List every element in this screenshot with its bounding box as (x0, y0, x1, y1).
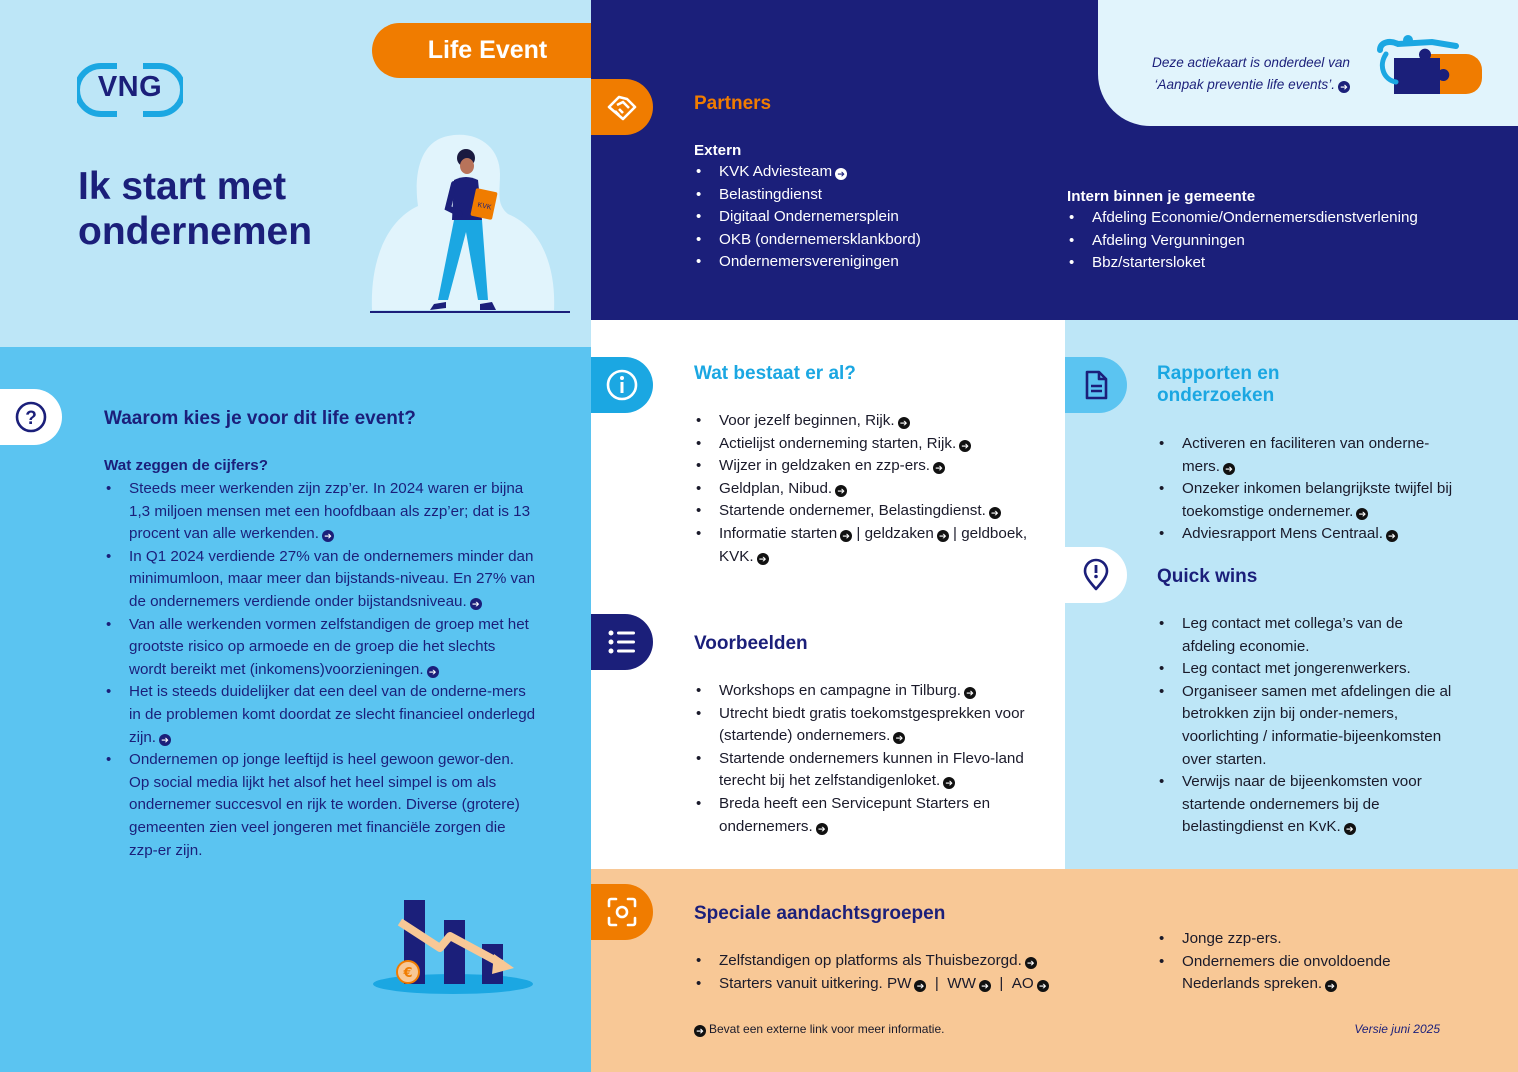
waarom-item[interactable]: • Het is steeds duidelijker dat een deel van de onderne-mers in de problemen komt doordat ze slecht financieel onderlegd zijn. ➔ (104, 681, 536, 749)
external-link-icon: ➔ (979, 980, 991, 992)
intern-item: • Afdeling Vergunningen (1067, 230, 1418, 253)
speciale-item[interactable]: • Zelfstandigen op platforms als Thuisbezorgd. ➔ (694, 950, 1114, 973)
external-link-icon: ➔ (1037, 980, 1049, 992)
waarom-item[interactable]: • In Q1 2024 verdiende 27% van de ondernemers minder dan minimumloon, maar meer dan bijstands-niveau. En 27% van de ondernemers verdiende onder bijstandsniveau. ➔ (104, 546, 536, 614)
list-icon (605, 625, 639, 659)
declining-chart-illustration (370, 896, 536, 996)
bestaat-item[interactable]: • Voor jezelf beginnen, Rijk. ➔ (694, 410, 1034, 433)
rapporten-item[interactable]: • Onzeker inkomen belangrijkste twijfel bij toekomstige ondernemer. ➔ (1157, 478, 1457, 523)
intern-list (1067, 207, 1418, 275)
voorbeelden-item[interactable]: • Utrecht biedt gratis toekomstgesprekken voor (startende) ondernemers. ➔ (694, 703, 1034, 748)
external-link-icon: ➔ (1344, 823, 1356, 835)
external-link-icon: ➔ (835, 168, 847, 180)
rapporten-item[interactable]: • Activeren en faciliteren van onderne-mers. ➔ (1157, 433, 1457, 478)
vng-logo (77, 62, 183, 118)
partners-intern (1067, 186, 1418, 275)
external-link-icon: ➔ (1386, 530, 1398, 542)
version-label: Versie juni 2025 (1354, 1022, 1440, 1036)
external-link-icon: ➔ (757, 553, 769, 565)
extern-item: • Belastingdienst (694, 184, 921, 207)
external-link-icon: ➔ (943, 777, 955, 789)
handshake-icon (605, 90, 639, 124)
actiekaart-note (1110, 52, 1350, 96)
voorbeelden-tab (591, 614, 653, 670)
bestaat-item[interactable]: • Wijzer in geldzaken en zzp-ers. ➔ (694, 455, 1034, 478)
speciale-tab (591, 884, 653, 940)
bestaat-heading: Wat bestaat er al? (694, 363, 856, 384)
vng-logo-text: VNG (97, 71, 163, 103)
external-link-icon: ➔ (898, 417, 910, 429)
woman-illustration (366, 128, 572, 316)
speciale-item[interactable]: • Ondernemers die onvoldoende Nederlands spreken. ➔ (1157, 951, 1457, 996)
actiekaart-link[interactable] (1110, 74, 1350, 96)
voorbeelden-item[interactable]: • Startende ondernemers kunnen in Flevo-land terecht bij het zelfstandigenloket. ➔ (694, 748, 1034, 793)
voorbeelden-heading: Voorbeelden (694, 633, 808, 654)
quickwins-item: • Organiseer samen met afdelingen die al betrokken zijn bij onder-nemers, voorlichting / informatie-bijeenkomsten over starten. (1157, 681, 1457, 771)
rapporten-list (1157, 433, 1457, 546)
speciale-heading: Speciale aandachtsgroepen (694, 903, 946, 924)
intern-title: Intern binnen je gemeente (1067, 188, 1256, 205)
partners-heading: Partners (694, 93, 772, 114)
intern-item: • Afdeling Economie/Ondernemersdienstverlening (1067, 207, 1418, 230)
extern-list (694, 161, 921, 274)
external-link-icon: ➔ (470, 598, 482, 610)
extern-title: Extern (694, 142, 742, 159)
external-link-icon: ➔ (964, 687, 976, 699)
rapporten-tab (1065, 357, 1127, 413)
external-link-icon: ➔ (959, 440, 971, 452)
extern-item[interactable]: • KVK Adviesteam ➔ (694, 161, 921, 184)
speciale-list (694, 950, 1114, 995)
quickwins-item: • Leg contact met collega’s van de afdeling economie. (1157, 613, 1457, 658)
rapporten-item[interactable]: • Adviesrapport Mens Centraal. ➔ (1157, 523, 1457, 546)
speciale-item[interactable]: • Starters vanuit uitkering. PW ➔ | WW ➔ | AO ➔ (694, 973, 1114, 996)
bestaat-item[interactable]: • Informatie starten ➔ | geldzaken ➔ | geldboek, KVK. ➔ (694, 523, 1034, 568)
bestaat-list (694, 410, 1034, 568)
footer-note: ➔ Bevat een externe link voor meer informatie. (694, 1021, 944, 1037)
external-link-icon: ➔ (427, 666, 439, 678)
waarom-item[interactable]: • Steeds meer werkenden zijn zzp’er. In 2024 waren er bijna 1,3 miljoen mensen met een hoofdbaan als zzp’er; dat is 13 procent van alle werkenden. ➔ (104, 478, 536, 546)
voorbeelden-item[interactable]: • Breda heeft een Servicepunt Starters en ondernemers. ➔ (694, 793, 1034, 838)
rapporten-heading-line1: Rapporten en (1157, 363, 1280, 384)
quickwins-list (1157, 613, 1457, 839)
page-title-line1: Ik start met (78, 165, 287, 208)
waarom-subheading: Wat zeggen de cijfers? (104, 457, 268, 474)
external-link-icon: ➔ (1223, 463, 1235, 475)
extern-item: • Digitaal Ondernemersplein (694, 206, 921, 229)
extern-item: • OKB (ondernemersklankbord) (694, 229, 921, 252)
speciale-right-list (1157, 928, 1457, 996)
partners-tab (591, 79, 653, 135)
focus-icon (605, 895, 639, 929)
external-link-icon: ➔ (1325, 980, 1337, 992)
external-link-icon: ➔ (1338, 81, 1350, 93)
external-link-icon: ➔ (893, 732, 905, 744)
svg-text:?: ? (25, 408, 37, 429)
actiekaart-line2: ‘Aanpak preventie life events’. (1154, 77, 1335, 92)
quickwins-heading: Quick wins (1157, 566, 1258, 587)
quickwins-tab (1065, 547, 1127, 603)
puzzle-illustration (1372, 32, 1488, 100)
extern-item: • Ondernemersverenigingen (694, 251, 921, 274)
page-title (78, 164, 312, 254)
info-icon (605, 368, 639, 402)
rapporten-heading-line2: onderzoeken (1157, 385, 1275, 406)
document-icon (1079, 368, 1113, 402)
page-title-line2: ondernemen (78, 210, 313, 253)
external-link-icon: ➔ (1025, 957, 1037, 969)
external-link-icon: ➔ (914, 980, 926, 992)
waarom-item[interactable]: • Van alle werkenden vormen zelfstandigen de groep met het grootste risico op armoede en de groep die het slechts wordt bereikt met (inkomens)voorzieningen. ➔ (104, 614, 536, 682)
external-link-icon: ➔ (816, 823, 828, 835)
external-link-icon: ➔ (937, 530, 949, 542)
svg-text:€: € (403, 966, 413, 981)
book-label: KVK (476, 201, 493, 212)
life-event-label: Life Event (427, 36, 548, 64)
external-link-icon: ➔ (835, 485, 847, 497)
actiekaart-line1: Deze actiekaart is onderdeel van (1152, 55, 1350, 70)
waarom-heading: Waarom kies je voor dit life event? (104, 408, 416, 429)
external-link-icon: ➔ (933, 462, 945, 474)
waarom-item: • Ondernemen op jonge leeftijd is heel gewoon gewor-den. Op social media lijkt het alsof het heel simpel is om als ondernemer succesvol en rijk te worden. Diverse (grotere) gemeenten zien veel jongeren met financiële zorgen die zzp-er zijn. (104, 749, 536, 862)
map-pin-icon (1079, 558, 1113, 592)
external-link-icon: ➔ (1356, 508, 1368, 520)
voorbeelden-item[interactable]: • Workshops en campagne in Tilburg. ➔ (694, 680, 1034, 703)
external-link-icon: ➔ (159, 734, 171, 746)
rapporten-heading (1157, 363, 1279, 407)
voorbeelden-list (694, 680, 1034, 838)
bestaat-item[interactable]: • Geldplan, Nibud. ➔ (694, 478, 1034, 501)
external-link-icon: ➔ (694, 1025, 706, 1037)
waarom-tab (0, 389, 62, 445)
bestaat-item[interactable]: • Actielijst onderneming starten, Rijk. ➔ (694, 433, 1034, 456)
external-link-icon: ➔ (840, 530, 852, 542)
bestaat-item[interactable]: • Startende ondernemer, Belastingdienst. ➔ (694, 500, 1034, 523)
speciale-item: • Jonge zzp-ers. (1157, 928, 1457, 951)
quickwins-item: • Leg contact met jongerenwerkers. (1157, 658, 1457, 681)
partners-extern (694, 140, 921, 274)
bestaat-tab (591, 357, 653, 413)
external-link-icon: ➔ (322, 530, 334, 542)
quickwins-item[interactable]: • Verwijs naar de bijeenkomsten voor startende ondernemers bij de belastingdienst en KvK. ➔ (1157, 771, 1457, 839)
life-event-badge (372, 23, 591, 78)
external-link-icon: ➔ (989, 507, 1001, 519)
intern-item: • Bbz/startersloket (1067, 252, 1418, 275)
question-icon (14, 400, 48, 434)
waarom-list (104, 478, 536, 862)
